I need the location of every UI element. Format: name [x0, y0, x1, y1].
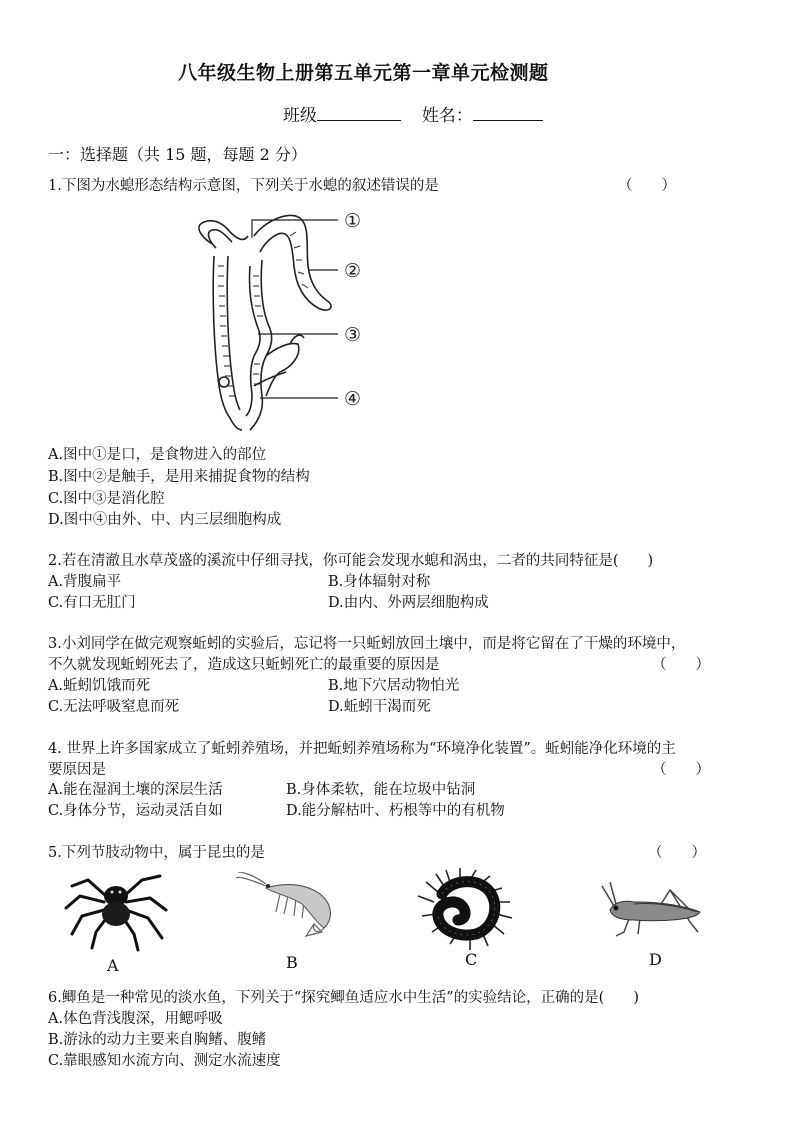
spider-icon — [62, 866, 172, 952]
section-heading: 一：选择题（共 15 题，每题 2 分） — [48, 145, 307, 164]
q1-option-c[interactable]: C.图中③是消化腔 — [48, 491, 165, 507]
shrimp-icon — [236, 872, 346, 942]
q6-option-a[interactable]: A.体色背浅腹深，用鳃呼吸 — [48, 1011, 223, 1027]
q2-option-c[interactable]: C.有口无肛门 — [48, 595, 136, 611]
q3-option-d[interactable]: D.蚯蚓干渴而死 — [328, 699, 431, 715]
q3-stem-line1: 3.小刘同学在做完观察蚯蚓的实验后，忘记将一只蚯蚓放回土壤中，而是将它留在了干燥的环境中， — [48, 636, 686, 652]
class-label: 班级 — [283, 106, 317, 126]
label-4: ④ — [344, 388, 362, 410]
q1-option-b[interactable]: B.图中②是触手，是用来捕捉食物的结构 — [48, 469, 310, 485]
q4-stem-line1: 4. 世界上许多国家成立了蚯蚓养殖场，并把蚯蚓养殖场称为“环境净化装置”。蚯蚓能净化环境的主 — [48, 741, 676, 757]
q2-option-b[interactable]: B.身体辐射对称 — [328, 574, 431, 590]
q1-stem: 1.下图为水螅形态结构示意图，下列关于水螅的叙述错误的是 — [48, 178, 439, 194]
hydra-diagram — [190, 196, 380, 434]
q4-stem-line2: 要原因是 — [48, 762, 106, 778]
label-2: ② — [344, 260, 362, 282]
centipede-icon — [414, 866, 530, 950]
q5-label-a[interactable]: A — [107, 956, 119, 975]
q3-option-c[interactable]: C.无法呼吸窒息而死 — [48, 699, 180, 715]
class-blank[interactable] — [317, 104, 401, 121]
q4-option-a[interactable]: A.能在湿润土壤的深层生活 — [48, 782, 223, 798]
q5-answer-paren[interactable]: （ ） — [648, 845, 706, 861]
q1-option-a[interactable]: A.图中①是口，是食物进入的部位 — [48, 447, 267, 463]
label-3: ③ — [344, 324, 362, 346]
q2-option-a[interactable]: A.背腹扁平 — [48, 574, 122, 590]
q2-stem: 2.若在清澈且水草茂盛的溪流中仔细寻找，你可能会发现水螅和涡虫，二者的共同特征是( ) — [48, 553, 654, 569]
class-name-line — [283, 101, 543, 126]
q6-option-c[interactable]: C.靠眼感知水流方向、测定水流速度 — [48, 1053, 281, 1069]
q3-option-a[interactable]: A.蚯蚓饥饿而死 — [48, 678, 151, 694]
q3-option-b[interactable]: B.地下穴居动物怕光 — [328, 678, 460, 694]
q4-option-c[interactable]: C.身体分节，运动灵活自如 — [48, 803, 223, 819]
q3-answer-paren[interactable]: （ ） — [652, 657, 710, 673]
q2-option-d[interactable]: D.由内、外两层细胞构成 — [328, 595, 489, 611]
page-title: 八年级生物上册第五单元第一章单元检测题 — [178, 62, 549, 84]
name-blank[interactable] — [473, 104, 543, 121]
q6-option-b[interactable]: B.游泳的动力主要来自胸鳍、腹鳍 — [48, 1032, 267, 1048]
q3-stem-line2: 不久就发现蚯蚓死去了，造成这只蚯蚓死亡的最重要的原因是 — [48, 657, 440, 673]
name-label: 姓名： — [421, 106, 473, 126]
q4-answer-paren[interactable]: （ ） — [652, 762, 710, 778]
q6-stem: 6.鲫鱼是一种常见的淡水鱼，下列关于“探究鲫鱼适应水中生活”的实验结论，正确的是( ) — [48, 990, 639, 1006]
grasshopper-icon — [600, 882, 704, 944]
q1-option-d[interactable]: D.图中④由外、中、内三层细胞构成 — [48, 512, 282, 528]
q4-option-b[interactable]: B.身体柔软，能在垃圾中钻洞 — [286, 782, 476, 798]
q1-answer-paren[interactable]: （ ） — [618, 178, 676, 194]
q4-option-d[interactable]: D.能分解枯叶、朽根等中的有机物 — [286, 803, 505, 819]
q5-label-d[interactable]: D — [649, 950, 662, 969]
q5-label-b[interactable]: B — [286, 953, 298, 972]
label-1: ① — [344, 210, 362, 232]
q5-label-c[interactable]: C — [465, 950, 478, 969]
q5-stem: 5.下列节肢动物中，属于昆虫的是 — [48, 845, 265, 861]
